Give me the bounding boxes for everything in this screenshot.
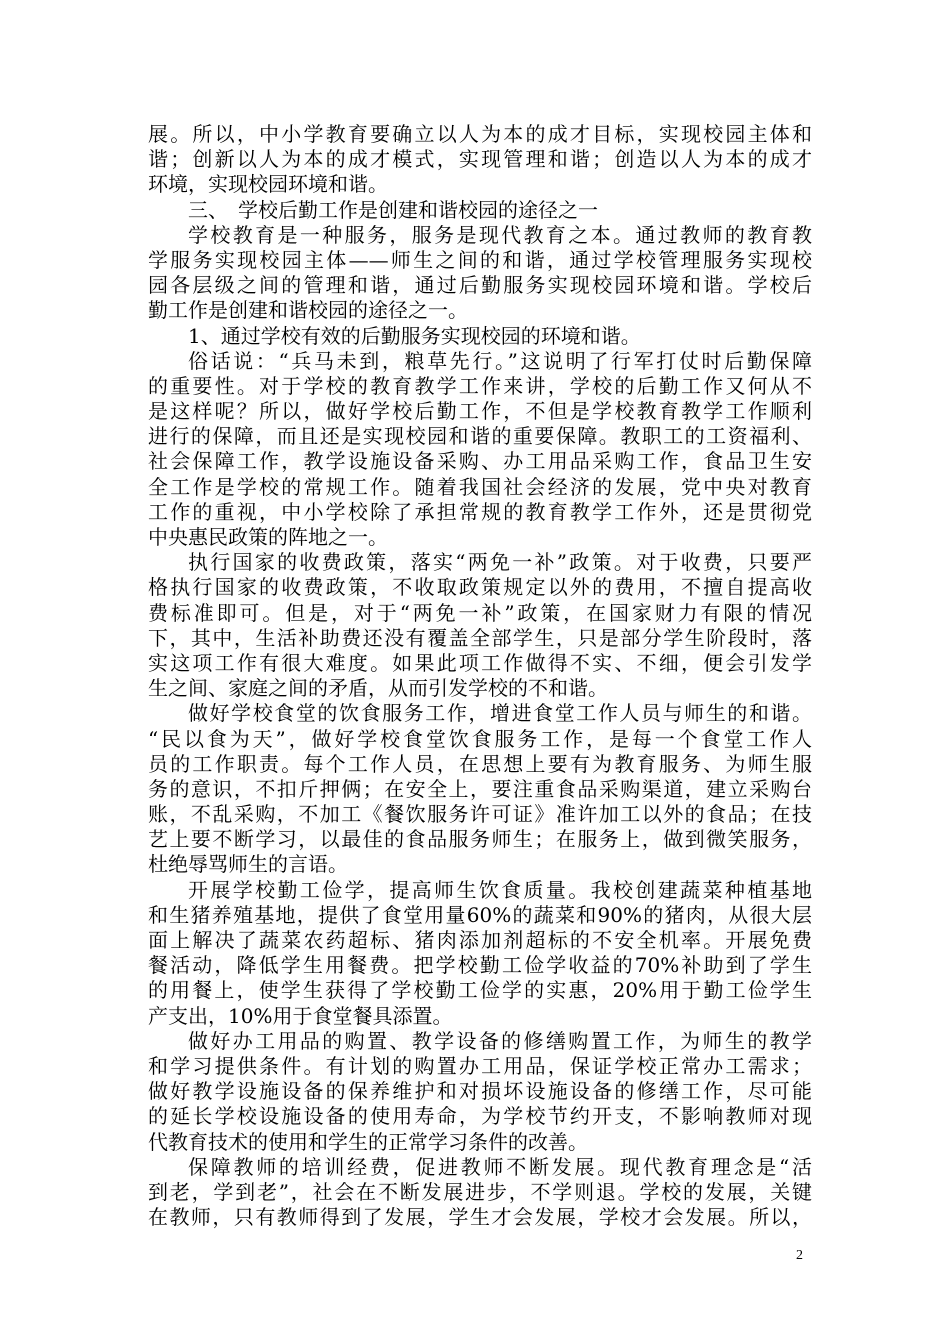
text-line: 员的工作职责。每个工作人员，在思想上要有为教育服务、为师生服 [148, 751, 812, 776]
text-line: 杜绝辱骂师生的言语。 [148, 852, 348, 877]
text-line: 和生猪养殖基地，提供了食堂用量60%的蔬菜和90%的猪肉，从很大层 [148, 902, 812, 927]
text-line: 到老，学到老”，社会在不断发展进步，不学则退。学校的发展，关键 [148, 1179, 812, 1204]
text-line: “民以食为天”，做好学校食堂饮食服务工作，是每一个食堂工作人 [148, 726, 812, 751]
text-line: 在教师，只有教师得到了发展，学生才会发展，学校才会发展。所以， [148, 1205, 812, 1230]
text-line: 代教育技术的使用和学生的正常学习条件的改善。 [148, 1129, 588, 1154]
text-line: 费标准即可。但是，对于“两免一补”政策，在国家财力有限的情况 [148, 600, 812, 625]
text-line: 艺上要不断学习，以最佳的食品服务师生；在服务上，做到微笑服务， [148, 827, 812, 852]
text-line: 工作的重视，中小学校除了承担常规的教育教学工作外，还是贯彻党 [148, 499, 812, 524]
text-line: 学校教育是一种服务，服务是现代教育之本。通过教师的教育教 [188, 222, 812, 247]
text-line: 面上解决了蔬菜农药超标、猪肉添加剂超标的不安全机率。开展免费 [148, 928, 812, 952]
text-line: 社会保障工作，教学设施设备采购、办工用品采购工作，食品卫生安 [148, 449, 812, 474]
text-line: 三、 学校后勤工作是创建和谐校园的途径之一 [188, 197, 598, 222]
text-line: 俗话说：“兵马未到，粮草先行。”这说明了行军打仗时后勤保障 [188, 348, 812, 373]
text-line: 下，其中，生活补助费还没有覆盖全部学生，只是部分学生阶段时，落 [148, 625, 812, 650]
text-line: 格执行国家的收费政策，不收取政策规定以外的费用，不擅自提高收 [148, 575, 812, 600]
text-line: 进行的保障，而且还是实现校园和谐的重要保障。教职工的工资福利、 [148, 424, 812, 449]
text-line: 做好办工用品的购置、教学设备的修缮购置工作，为师生的教学 [188, 1028, 812, 1053]
text-line: 执行国家的收费政策，落实“两免一补”政策。对于收费，只要严 [188, 550, 812, 575]
text-line: 学服务实现校园主体——师生之间的和谐，通过学校管理服务实现校 [148, 247, 812, 272]
body-text [148, 122, 812, 1230]
text-line: 的延长学校设施设备的使用寿命，为学校节约开支，不影响教师对现 [148, 1104, 812, 1129]
text-line: 账，不乱采购，不加工《餐饮服务许可证》准许加工以外的食品；在技 [148, 802, 812, 827]
text-line: 生之间、家庭之间的矛盾，从而引发学校的不和谐。 [148, 676, 608, 701]
text-line: 保障教师的培训经费，促进教师不断发展。现代教育理念是“活 [188, 1154, 812, 1179]
text-line: 产支出，10%用于食堂餐具添置。 [148, 1003, 453, 1028]
text-line: 做好学校食堂的饮食服务工作，增进食堂工作人员与师生的和谐。 [188, 701, 812, 726]
text-line: 实这项工作有很大难度。如果此项工作做得不实、不细，便会引发学 [148, 650, 812, 675]
text-line: 展。所以，中小学教育要确立以人为本的成才目标，实现校园主体和 [148, 122, 812, 146]
text-line: 谐；创新以人为本的成才模式，实现管理和谐；创造以人为本的成才 [148, 147, 812, 172]
text-line: 环境，实现校园环境和谐。 [148, 172, 388, 197]
text-line: 的用餐上，使学生获得了学校勤工俭学的实惠，20%用于勤工俭学生 [148, 978, 812, 1003]
text-line: 开展学校勤工俭学，提高师生饮食质量。我校创建蔬菜种植基地 [188, 877, 812, 902]
text-line: 和学习提供条件。有计划的购置办工用品，保证学校正常办工需求； [148, 1053, 812, 1078]
text-line: 全工作是学校的常规工作。随着我国社会经济的发展，党中央对教育 [148, 474, 812, 499]
text-line: 勤工作是创建和谐校园的途径之一。 [148, 298, 468, 323]
text-line: 中央惠民政策的阵地之一。 [148, 525, 388, 549]
text-line: 做好教学设施设备的保养维护和对损坏设施设备的修缮工作，尽可能 [148, 1079, 812, 1104]
text-line: 园各层级之间的管理和谐，通过后勤服务实现校园环境和谐。学校后 [148, 273, 812, 298]
page-number: 2 [796, 1248, 803, 1263]
text-line: 务的意识，不扣斤押俩；在安全上，要注重食品采购渠道，建立采购台 [148, 776, 812, 801]
text-line: 1、通过学校有效的后勤服务实现校园的环境和谐。 [188, 323, 641, 348]
text-line: 餐活动，降低学生用餐费。把学校勤工俭学收益的70%补助到了学生 [148, 953, 812, 978]
text-line: 的重要性。对于学校的教育教学工作来讲，学校的后勤工作又何从不 [148, 373, 812, 398]
text-line: 是这样呢？所以，做好学校后勤工作，不但是学校教育教学工作顺利 [148, 399, 812, 424]
